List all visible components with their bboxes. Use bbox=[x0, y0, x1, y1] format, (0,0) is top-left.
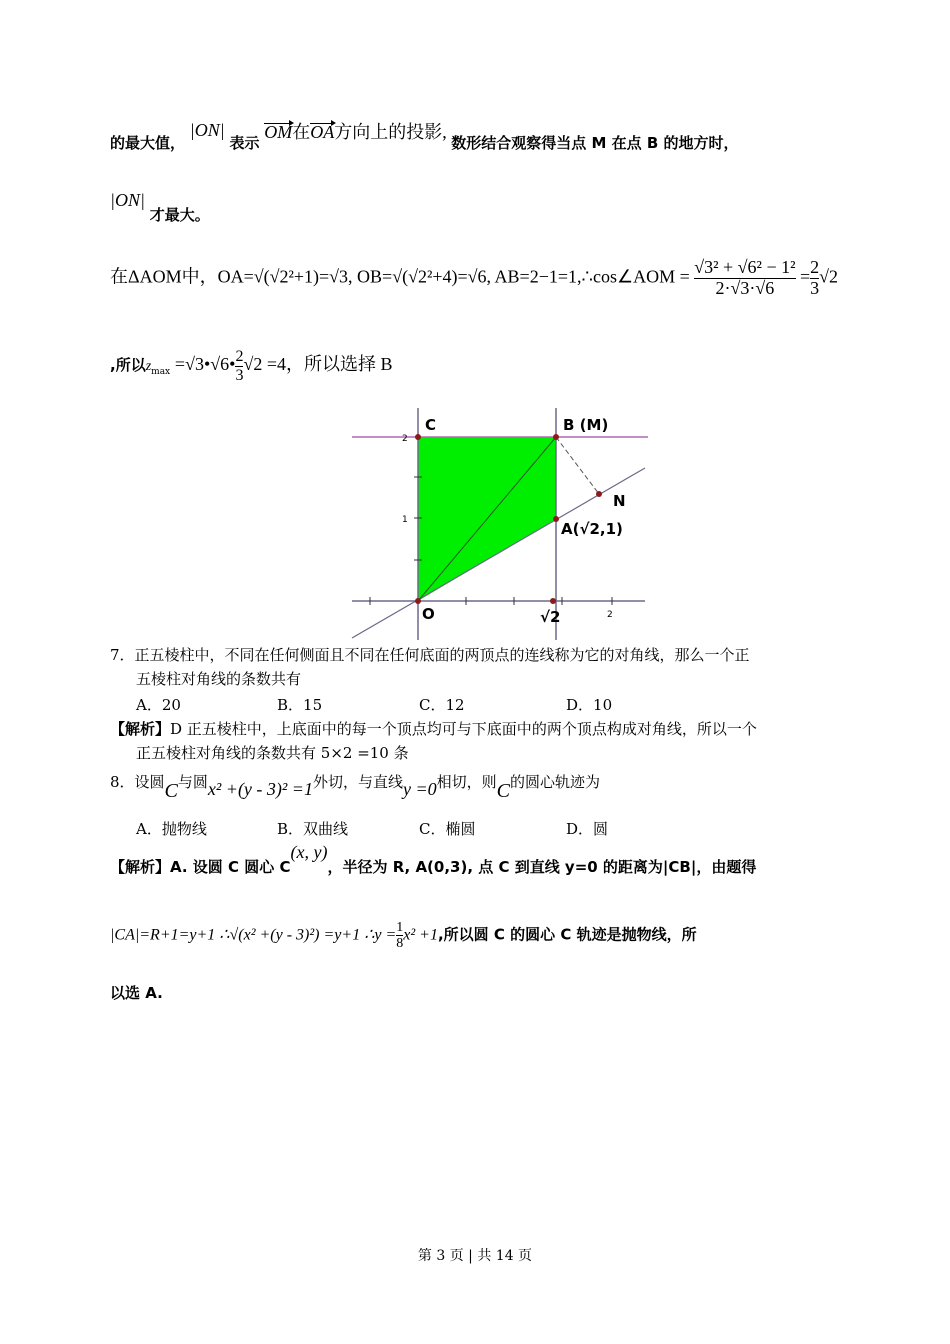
label-n: N bbox=[613, 492, 626, 510]
q8-option-d: D．圆 bbox=[566, 820, 609, 838]
label-o: O bbox=[422, 605, 435, 623]
q8-option-c: C．椭圆 bbox=[419, 820, 476, 838]
q7-stem: 7．正五棱柱中，不同在任何侧面且不同在任何底面的两顶点的连线称为它的对角线，那么一个正 bbox=[110, 646, 750, 664]
line-max-value: 的最大值， |ON| 表示 OM在OA方向上的投影, 数形结合观察得当点 M 在点 B 的地方时， bbox=[110, 120, 739, 152]
q7-option-a: A．20 bbox=[136, 696, 181, 714]
label-b: B (M) bbox=[563, 416, 609, 434]
q7-stem-cont: 五棱柱对角线的条数共有 bbox=[136, 670, 302, 688]
projection-bn bbox=[556, 437, 599, 494]
page-footer: 第 3 页 | 共 14 页 bbox=[417, 1248, 533, 1264]
q7-option-b: B．15 bbox=[277, 696, 323, 714]
line-zmax: ,所以$z_{max}$ =√3•√6• $\frac{2}{3}$ √2 =4，所以选择 B bbox=[110, 348, 393, 384]
tick-y-1: 1 bbox=[402, 515, 408, 525]
label-a: A(√2,1) bbox=[561, 520, 623, 538]
q7-option-c: C．12 bbox=[419, 696, 465, 714]
label-sqrt2: √2 bbox=[540, 608, 561, 626]
label-c: C bbox=[425, 416, 437, 434]
q7-analysis: 【解析】D 正五棱柱中，上底面中的每一个顶点均可与下底面中的两个顶点构成对角线，所以一个 bbox=[110, 720, 757, 738]
line-triangle-aom: 在ΔAOM中，OA=√(√2²+1)=√3, OB=√(√2²+4)=√6, AB=2−1=1,∴cos∠AOM = $\frac{\text{√3² + √6² − 1²}}{2\cdot√3\cdot√6}$ = $\frac{2}{3}$ √2 bbox=[110, 257, 839, 298]
q8-option-a: A．抛物线 bbox=[136, 820, 207, 838]
line-on-max: |ON| 才最大。 bbox=[110, 190, 210, 224]
vector-on: |ON| bbox=[189, 120, 225, 140]
q8-analysis: 【解析】A. 设圆 C 圆心 C(x, y)，半径为 R, A(0,3), 点 C 到直线 y=0 的距离为|CB|，由题得 bbox=[110, 842, 757, 876]
q8-analysis-end: 以选 A. bbox=[110, 984, 163, 1002]
q8-option-b: B．双曲线 bbox=[277, 820, 349, 838]
q7-option-d: D．10 bbox=[566, 696, 613, 714]
tick-y-2: 2 bbox=[402, 434, 408, 444]
q7-analysis-cont: 正五棱柱对角线的条数共有 5×2 =10 条 bbox=[136, 744, 409, 762]
tick-x-2: 2 bbox=[607, 610, 613, 620]
fraction-cos: $\frac{\text{√3² + √6² − 1²}}{2\cdot√3\cdot√6}$ bbox=[694, 257, 796, 298]
q8-analysis-formula: |CA|=R+1=y+1 ∴√(x² +(y - 3)²) =y+1 ∴y = $\frac{1}{8}$ x² +1,所以圆 C 的圆心 C 轨迹是抛物线，所 bbox=[110, 920, 697, 952]
q8-stem: 8．设圆C与圆x² +(y - 3)² =1外切，与直线y =0相切，则C的圆心轨迹为 bbox=[110, 773, 600, 802]
